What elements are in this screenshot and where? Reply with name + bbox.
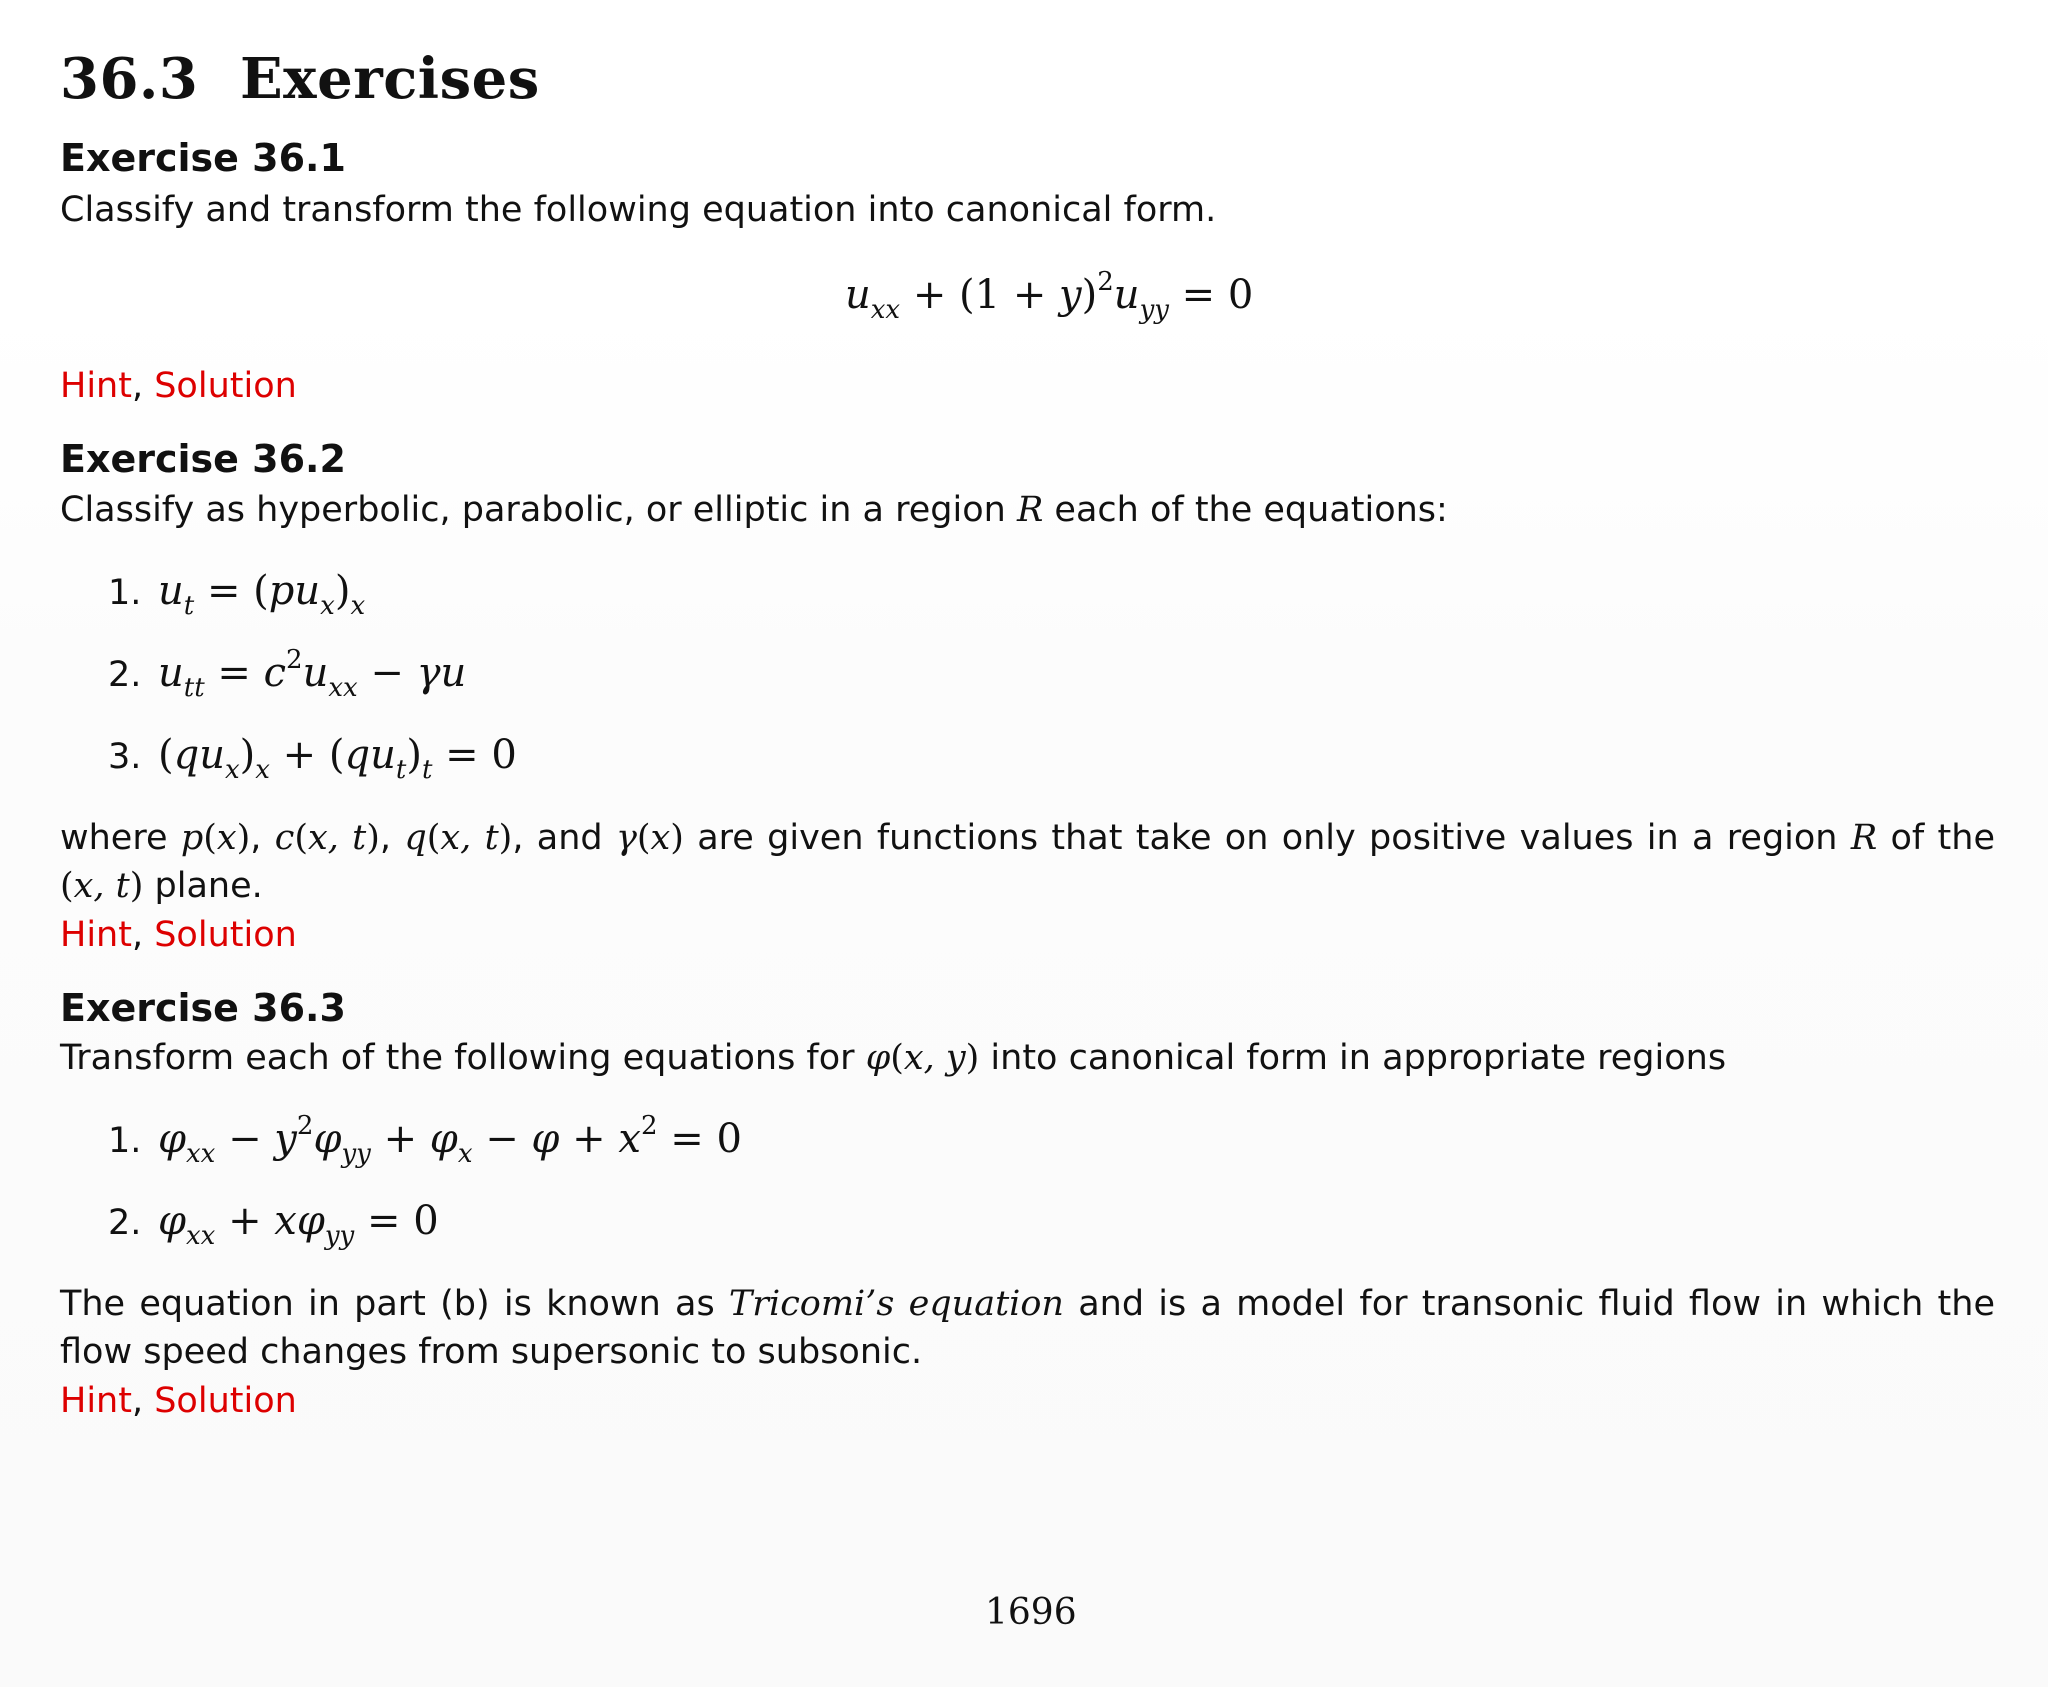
- exercise-2-hint-link[interactable]: Hint: [60, 915, 132, 955]
- exercise-3-item-1: 1. $\varphi_{xx} - y^2\varphi_{yy} + \varphi_x - \varphi + x^2 = 0$: [108, 1111, 742, 1169]
- exercise-3-links: Hint, Solution: [60, 1381, 297, 1421]
- exercise-1-links: Hint, Solution: [60, 366, 297, 406]
- exercise-1-title: Exercise 36.1: [60, 136, 346, 180]
- section-title: Exercises: [240, 46, 540, 112]
- exercise-3-prompt: Transform each of the following equations for φ(x, y) into canonical form in appropriate regions: [60, 1038, 1727, 1078]
- exercise-3-title: Exercise 36.3: [60, 986, 346, 1030]
- exercise-2-links: Hint, Solution: [60, 915, 297, 955]
- exercise-1-equation: $u_{xx} + (1 + y)^2u_{yy} = 0$: [845, 267, 1254, 325]
- exercise-2-item-3: 3. $(qu_x)_x + (qu_t)_t = 0$: [108, 732, 517, 785]
- exercise-3-item-2: 2. $\varphi_{xx} + x\varphi_{yy} = 0$: [108, 1198, 439, 1251]
- exercise-3-hint-link[interactable]: Hint: [60, 1381, 132, 1421]
- page-number: 1696: [985, 1592, 1077, 1633]
- exercise-2-note: where p(x), c(x, t), q(x, t), and γ(x) are given functions that take on only positive values in a region R of the (x, t) plane.: [60, 818, 1995, 906]
- exercise-2-item-2: 2. $u_{tt} = c^2u_{xx} - \gamma u$: [108, 645, 467, 703]
- exercise-2-prompt: Classify as hyperbolic, parabolic, or elliptic in a region R each of the equations:: [60, 490, 1448, 530]
- exercise-2-item-1: 1. $u_t = (pu_x)_x$: [108, 568, 366, 621]
- section-heading: [60, 46, 540, 112]
- exercise-1-prompt: Classify and transform the following equation into canonical form.: [60, 190, 1217, 230]
- exercise-3-note: The equation in part (b) is known as Tricomi’s equation and is a model for transonic fluid flow in which the flow speed changes from supersonic to subsonic.: [60, 1284, 1995, 1372]
- exercise-3-solution-link[interactable]: Solution: [154, 1381, 297, 1421]
- section-number: 36.3: [60, 46, 199, 112]
- exercise-1-solution-link[interactable]: Solution: [154, 366, 297, 406]
- exercise-2-solution-link[interactable]: Solution: [154, 915, 297, 955]
- exercise-2-title: Exercise 36.2: [60, 437, 346, 481]
- exercise-1-hint-link[interactable]: Hint: [60, 366, 132, 406]
